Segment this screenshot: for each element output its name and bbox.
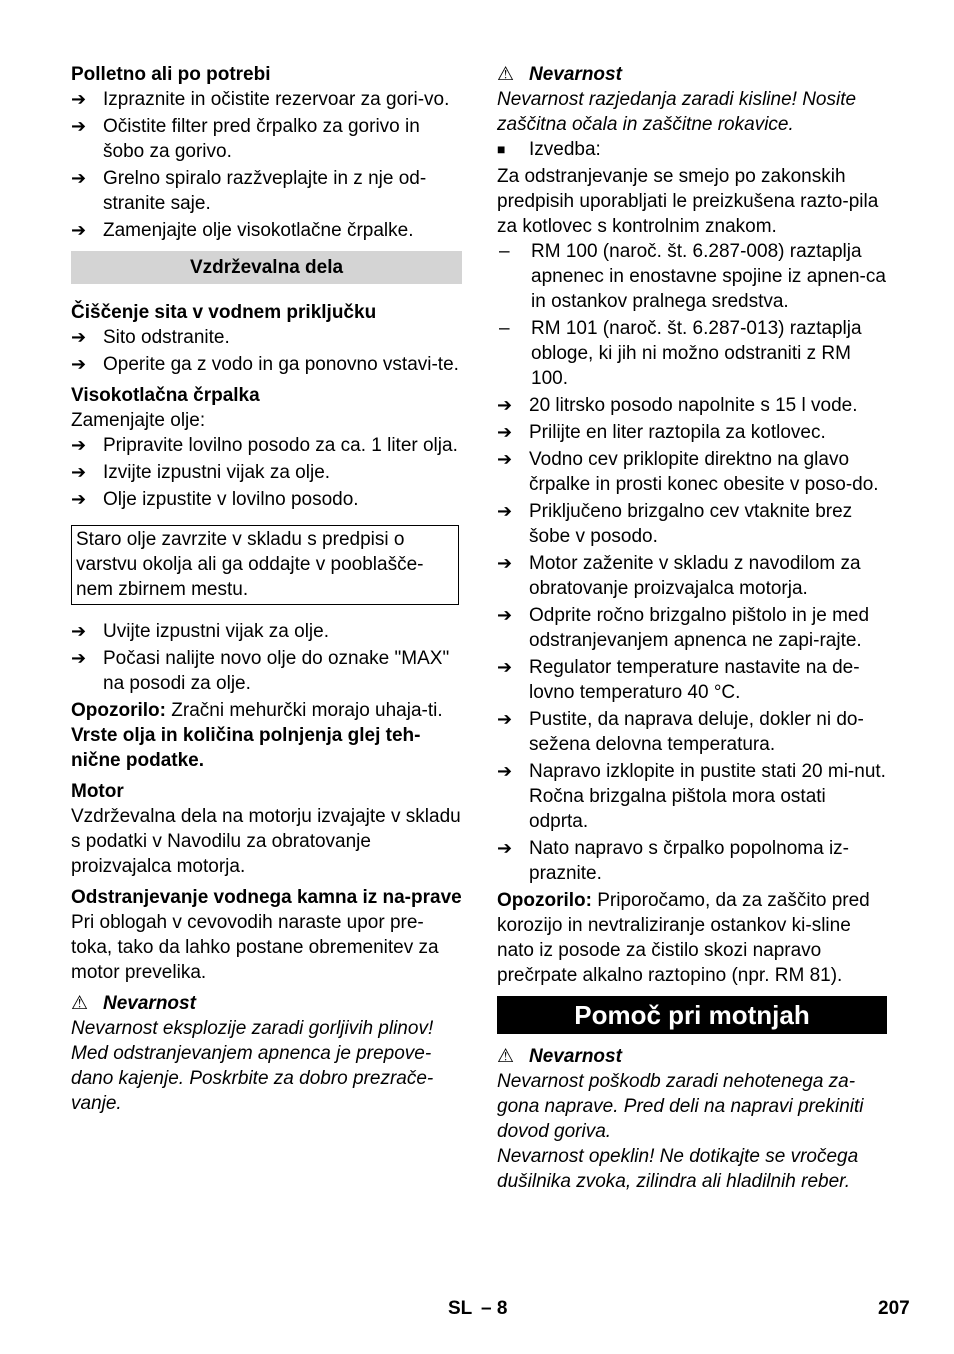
footer-page-number: 207 (878, 1298, 910, 1319)
list-item: ■ Izvedba: (497, 139, 601, 160)
danger-heading: ⚠ Nevarnost (71, 993, 196, 1014)
list-item: ➔ Izvijte izpustni vijak za olje. (71, 462, 331, 483)
list-item: ➔ Očistite filter pred črpalko za gorivo in šobo za gorivo. (71, 116, 420, 162)
footer-section-page: – 8 (481, 1298, 508, 1319)
list-item: ➔ Pustite, da naprava deluje, dokler ni do-sežena delovna temperatura. (497, 709, 864, 755)
right-column (497, 62, 887, 1194)
arrow-right-icon: ➔ (71, 89, 87, 109)
descale-text: Pri oblogah v cevovodih naraste upor pre-toka, tako da lahko postane obremenitev za motor prevelika. (71, 912, 439, 983)
arrow-right-icon: ➔ (497, 605, 513, 625)
section-title-maintenance: Vzdrževalna dela (71, 251, 462, 284)
arrow-right-icon: ➔ (71, 621, 87, 641)
danger-heading: ⚠ Nevarnost (497, 1046, 622, 1067)
list-item: ➔ Odprite ročno brizgalno pištolo in je med odstranjevanjem apnenca ne zapi-rajte. (497, 605, 870, 651)
arrow-right-icon: ➔ (497, 422, 513, 442)
heading-descale: Odstranjevanje vodnega kamna iz na-prave (71, 887, 462, 908)
motor-text: Vzdrževalna dela na motorju izvajajte v skladu s podatki v Navodilu za obratovanje proizvajalca motorja. (71, 806, 461, 877)
square-bullet-icon: ■ (497, 141, 506, 157)
list-item: – RM 101 (naroč. št. 6.287-013) raztaplja obloge, ki jih ni možno odstraniti z RM 100. (499, 318, 862, 389)
list-item: ➔ 20 litrsko posodo napolnite s 15 l vode. (497, 395, 858, 416)
warning-triangle-icon: ⚠ (497, 64, 515, 85)
arrow-right-icon: ➔ (497, 761, 513, 781)
warning-triangle-icon: ⚠ (497, 1046, 515, 1067)
list-item: ➔ Uvijte izpustni vijak za olje. (71, 621, 329, 642)
list-item: ➔ Napravo izklopite in pustite stati 20 mi-nut. Ročna brizgalna pištola mora ostati odprta. (497, 761, 886, 832)
note-corrosion: Opozorilo: Priporočamo, da za zaščito pred korozijo in nevtraliziranje ostankov ki-sline nato iz posode za čistilo skozi napravo prečrpate alkalno raztopino (npr. RM 81). (497, 890, 870, 986)
list-item: ➔ Nato napravo s črpalko popolnoma iz-praznite. (497, 838, 850, 884)
left-column (71, 62, 462, 1116)
environment-notice-box: Staro olje zavrzite v skladu s predpisi o varstvu okolja ali ga oddajte v pooblašče-nem zbirnem mestu. (71, 525, 459, 605)
arrow-right-icon: ➔ (71, 116, 87, 136)
danger-text: Nevarnost eksplozije zaradi gorljivih plinov! Med odstranjevanjem apnenca je prepove-dano kajenje. Poskrbite za dobro prezrače-vanje. (71, 1018, 434, 1114)
list-item: ➔ Zamenjajte olje visokotlačne črpalke. (71, 220, 414, 241)
danger-text: Nevarnost poškodb zaradi nehotenega za-gona naprave. Pred deli na napravi prekiniti dovod goriva. (497, 1071, 864, 1142)
list-item: – RM 100 (naroč. št. 6.287-008) raztaplja apnenec in enostavne spojine iz apnen-ca in ostankov pralnega sredstva. (499, 241, 886, 312)
descale-intro: Za odstranjevanje se smejo po zakonskih predpisih uporabljati le preizkušena razto-pila za kotlovec s kontrolnim znakom. (497, 166, 879, 237)
arrow-right-icon: ➔ (497, 449, 513, 469)
list-item: ➔ Priključeno brizgalno cev vtaknite brez šobe v posodo. (497, 501, 853, 547)
footer-language: SL (448, 1298, 473, 1319)
arrow-right-icon: ➔ (71, 354, 87, 374)
arrow-right-icon: ➔ (497, 395, 513, 415)
arrow-right-icon: ➔ (71, 648, 87, 668)
note-air-bubbles: Opozorilo: Zračni mehurčki morajo uhaja-ti. (71, 700, 443, 721)
arrow-right-icon: ➔ (71, 462, 87, 482)
danger-heading: ⚠ Nevarnost (497, 64, 622, 85)
list-item: ➔ Regulator temperature nastavite na de-lovno temperaturo 40 °C. (497, 657, 860, 703)
list-item: ➔ Vodno cev priklopite direktno na glavo črpalke in prosti konec obesite v poso-do. (497, 449, 879, 495)
dash-bullet-icon: – (499, 318, 510, 339)
heading-pump: Visokotlačna črpalka (71, 385, 260, 406)
heading-yearly: Polletno ali po potrebi (71, 64, 271, 85)
list-item: ➔ Operite ga z vodo in ga ponovno vstavi-te. (71, 354, 459, 375)
danger-text: Nevarnost opeklin! Ne dotikajte se vročega dušilnika zvoka, zilindra ali hladilnih reber. (497, 1146, 859, 1192)
arrow-right-icon: ➔ (71, 168, 87, 188)
warning-triangle-icon: ⚠ (71, 993, 89, 1014)
list-item: ➔ Izpraznite in očistite rezervoar za gori-vo. (71, 89, 450, 110)
list-item: ➔ Počasi nalijte novo olje do oznake "MAX" na posodi za olje. (71, 648, 450, 694)
list-item: ➔ Motor zaženite v skladu z navodilom za obratovanje proizvajalca motorja. (497, 553, 861, 599)
arrow-right-icon: ➔ (71, 435, 87, 455)
section-title-troubleshooting: Pomoč pri motnjah (497, 996, 887, 1034)
list-item: ➔ Prilijte en liter raztopila za kotlovec. (497, 422, 826, 443)
heading-motor: Motor (71, 781, 124, 802)
arrow-right-icon: ➔ (71, 489, 87, 509)
heading-sieve: Čiščenje sita v vodnem priključku (71, 302, 377, 323)
danger-text: Nevarnost razjedanja zaradi kisline! Nosite zaščitna očala in zaščitne rokavice. (497, 89, 857, 135)
arrow-right-icon: ➔ (497, 657, 513, 677)
list-item: ➔ Pripravite lovilno posodo za ca. 1 liter olja. (71, 435, 458, 456)
oil-types-note: Vrste olja in količina polnjenja glej teh-nične podatke. (71, 725, 421, 771)
list-item: ➔ Olje izpustite v lovilno posodo. (71, 489, 359, 510)
arrow-right-icon: ➔ (497, 709, 513, 729)
arrow-right-icon: ➔ (497, 501, 513, 521)
dash-bullet-icon: – (499, 241, 510, 262)
list-item: ➔ Grelno spiralo razžveplajte in z nje od-stranite saje. (71, 168, 427, 214)
arrow-right-icon: ➔ (497, 553, 513, 573)
arrow-right-icon: ➔ (71, 220, 87, 240)
list-item: ➔ Sito odstranite. (71, 327, 230, 348)
yearly-list (71, 87, 462, 243)
arrow-right-icon: ➔ (71, 327, 87, 347)
pump-intro: Zamenjajte olje: (71, 410, 206, 431)
arrow-right-icon: ➔ (497, 838, 513, 858)
